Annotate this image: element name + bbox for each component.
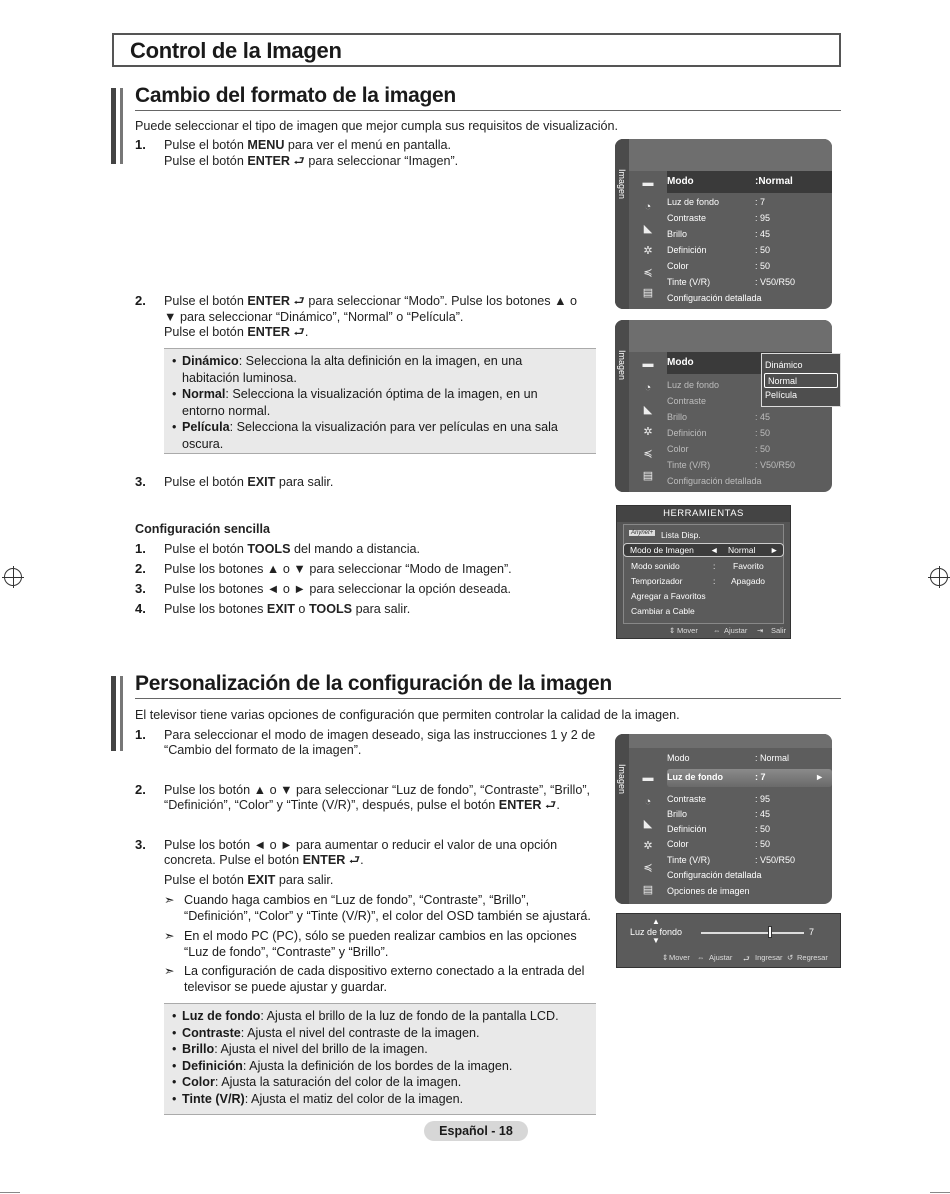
osd1-row-color[interactable]: Color : 50 [667,261,771,271]
section1-title: Cambio del formato de la imagen [135,84,456,107]
s1-step2-line-c: Pulse el botón ENTER ⮐. [164,325,309,339]
easy-step4: Pulse los botones EXIT o TOOLS para salir. [164,602,411,616]
page-title: Control de la Imagen [130,38,342,63]
page-number: Español - 18 [424,1121,528,1141]
section2-rule [135,698,841,699]
s1-step3-line: Pulse el botón EXIT para salir. [164,475,334,489]
s1-note-box [164,348,596,454]
osd-header [615,320,832,352]
s1-step1-line-a: Pulse el botón MENU para ver el menú en pantalla. [164,138,452,152]
osd2-row-contraste[interactable]: Contraste [667,396,707,406]
osd2-row-luz[interactable]: Luz de fondo [667,380,720,390]
tools-row-temporizador[interactable]: Temporizador : Apagado [631,576,766,586]
osd2-row-brillo[interactable]: Brillo : 45 [667,412,771,422]
picture-icon: ▬ [642,358,654,370]
arrow-left-icon: ◄ [710,545,719,555]
tools-footer: ⇕ Mover ⇔ Ajustar ⇥ Salir [669,626,787,635]
osd-side-tab [615,139,629,309]
easy-step3: Pulse los botones ◄ o ► para seleccionar la opción deseada. [164,582,511,596]
tools-row-cable[interactable]: Cambiar a Cable [631,606,695,616]
slider-track[interactable] [701,932,804,934]
osd3-row-tinte[interactable]: Tinte (V/R) : V50/R50 [667,855,796,865]
s2-step3-line-b: concreta. Pulse el botón ENTER ⮐. [164,853,364,867]
arrow-note-3: ➣ La configuración de cada dispositivo externo conectado a la entrada del televisor se puede ajustar y guardar. [164,964,585,994]
setup-icon: ✲ [643,426,653,438]
s2-step2-line-b: “Definición”, “Color” y “Tinte (V/R)”, después, pulse el botón ENTER ⮐. [164,798,560,812]
osd-picture-menu-3 [615,734,832,904]
easy-step2: Pulse los botones ▲ o ▼ para seleccionar “Modo de Imagen”. [164,562,512,576]
mode-dropdown [761,353,841,407]
dropdown-option-dinamico[interactable]: Dinámico [765,360,803,370]
crop-line-bottom-right [930,1192,950,1193]
section-bar [111,88,116,164]
osd3-row-luz[interactable]: Luz de fondo : 7 ► [667,769,832,787]
registration-mark-left [4,568,22,586]
osd-header [615,734,832,748]
channel-icon: ◣ [643,404,653,416]
osd2-row-tinte[interactable]: Tinte (V/R) : V50/R50 [667,460,796,470]
arrow-note-1: ➣ Cuando haga cambios en “Luz de fondo”, “Contraste”, “Brillo”, “Definición”, “Color” y “Tinte (V/R)”, el color del OSD también se ajustará. [164,893,591,923]
osd1-row-brillo[interactable]: Brillo : 45 [667,229,771,239]
section2-title: Personalización de la configuración de la imagen [135,672,612,695]
adjust-icon: ⇔ [697,953,705,962]
note-tinte: • Tinte (V/R): Ajusta el matiz del color de la imagen. [172,1091,588,1108]
osd3-row-config[interactable]: Configuración detallada [667,870,762,880]
osd1-row-definicion[interactable]: Definición : 50 [667,245,771,255]
s2-step1-line-b: “Cambio del formato de la imagen”. [164,743,362,757]
backlight-slider-osd [616,913,841,968]
enter-icon: ⮐ [743,954,750,963]
s2-step3-line-c: Pulse el botón EXIT para salir. [164,873,334,887]
easy-step2-num: 2. [135,561,146,576]
slider-value: 7 [809,927,815,937]
osd3-row-color[interactable]: Color : 50 [667,839,771,849]
picture-icon: ▬ [642,177,654,189]
page-title-box [112,33,841,67]
move-icon: ⇕ [662,953,669,962]
s2-note-box [164,1003,596,1115]
slider-footer: ⇕ Mover ⇔ Ajustar ⮐ Ingresar ↺ Regresar [617,953,840,965]
tools-row-modo-sonido[interactable]: Modo sonido : Favorito [631,561,764,571]
enter-icon: ⮐ [293,294,305,308]
s2-step3-num: 3. [135,837,146,852]
note-arrow-icon: ➣ [164,964,175,978]
osd1-row-contraste[interactable]: Contraste : 95 [667,213,771,223]
section-bar [111,676,116,751]
osd3-row-contraste[interactable]: Contraste : 95 [667,794,771,804]
osd3-row-definicion[interactable]: Definición : 50 [667,824,771,834]
anynet-logo: Anynet+ [631,530,654,536]
channel-icon: ◣ [643,818,653,830]
osd1-row-luz[interactable]: Luz de fondo : 7 [667,197,766,207]
easy-setup-title: Configuración sencilla [135,522,271,536]
osd1-row-config[interactable]: Configuración detallada [667,293,762,303]
osd2-row-definicion[interactable]: Definición : 50 [667,428,771,438]
note-contraste: • Contraste: Ajusta el nivel del contraste de la imagen. [172,1025,588,1042]
section2-intro: El televisor tiene varias opciones de configuración que permiten controlar la calidad de la imagen. [135,708,680,722]
section-bar-thin [120,88,123,164]
note-pelicula: • Película: Selecciona la visualización para ver películas en una sala oscura. [172,419,588,452]
return-icon: ↺ [787,953,794,962]
tools-title: HERRAMIENTAS [617,506,790,522]
osd3-row-modo[interactable]: Modo : Normal [667,753,790,763]
s2-step1-line-a: Para seleccionar el modo de imagen deseado, siga las instrucciones 1 y 2 de [164,728,596,742]
note-brillo: • Brillo: Ajusta el nivel del brillo de la imagen. [172,1041,588,1058]
sound-icon: ◔ [644,382,652,394]
tools-menu [616,505,791,639]
section1-rule [135,110,841,111]
s1-step3-num: 3. [135,474,146,489]
s1-step1-line-b: Pulse el botón ENTER ⮐ para seleccionar “Imagen”. [164,154,459,168]
registration-mark-right [930,568,948,586]
s1-step2-line-b: ▼ para seleccionar “Dinámico”, “Normal” o “Película”. [164,310,464,324]
osd-side-tab [615,320,629,492]
s2-step1-num: 1. [135,727,146,742]
setup-icon: ✲ [643,840,653,852]
osd-side-label: Imagen [617,350,627,381]
note-luz-de-fondo: • Luz de fondo: Ajusta el brillo de la luz de fondo de la pantalla LCD. [172,1008,588,1025]
note-arrow-icon: ➣ [164,893,175,907]
arrow-right-icon: ► [815,772,824,782]
osd3-row-brillo[interactable]: Brillo : 45 [667,809,771,819]
section-bar-thin [120,676,123,751]
tools-row-favoritos[interactable]: Agregar a Favoritos [631,591,706,601]
support-icon: ▤ [642,470,654,482]
input-icon: ≼ [643,448,653,460]
exit-icon: ⇥ [757,626,764,635]
dropdown-option-normal[interactable]: Normal [764,373,838,388]
osd1-row-modo[interactable]: Modo :Normal [667,171,832,193]
tools-row-lista[interactable]: Anynet+ Lista Disp. [631,530,701,540]
enter-icon: ⮐ [348,853,361,867]
s1-step1-num: 1. [135,137,146,152]
sound-icon: ◔ [644,201,652,213]
enter-icon: ⮐ [293,154,305,168]
note-dinamico: • Dinámico: Selecciona la alta definición en la imagen, en una habitación luminosa. [172,353,588,386]
setup-icon: ✲ [643,245,653,257]
osd-side-label: Imagen [617,764,627,795]
slider-thumb[interactable] [768,926,772,938]
osd1-row-tinte[interactable]: Tinte (V/R) : V50/R50 [667,277,796,287]
osd2-row-modo[interactable]: Modo [667,352,832,374]
move-icon: ⇕ [669,626,676,635]
easy-step4-num: 4. [135,601,146,616]
picture-icon: ▬ [642,772,654,784]
easy-step1-num: 1. [135,541,146,556]
adjust-icon: ⇔ [713,626,721,635]
osd-side-tab [615,734,629,904]
s2-step2-line-a: Pulse los botón ▲ o ▼ para seleccionar “Luz de fondo”, “Contraste”, “Brillo”, [164,783,591,797]
note-definicion: • Definición: Ajusta la definición de los bordes de la imagen. [172,1058,588,1075]
enter-icon: ⮐ [544,798,557,812]
dropdown-option-pelicula[interactable]: Película [765,390,798,400]
support-icon: ▤ [642,884,654,896]
osd-header [615,139,832,171]
easy-step3-num: 3. [135,581,146,596]
tools-row-modo-imagen[interactable]: Modo de Imagen ◄ Normal ► [623,543,784,557]
slider-label: Luz de fondo [630,927,683,937]
osd3-row-opciones[interactable]: Opciones de imagen [667,886,750,896]
arrow-up-icon: ▲ [652,917,660,926]
note-color: • Color: Ajusta la saturación del color de la imagen. [172,1074,588,1091]
arrow-note-2: ➣ En el modo PC (PC), sólo se pueden realizar cambios en las opciones “Luz de fondo”, “Contraste” y “Brillo”. [164,929,577,959]
osd-picture-menu-1 [615,139,832,309]
easy-step1: Pulse el botón TOOLS del mando a distancia. [164,542,421,556]
arrow-down-icon: ▼ [652,936,660,945]
s2-step3-line-a: Pulse los botón ◄ o ► para aumentar o reducir el valor de una opción [164,838,558,852]
input-icon: ≼ [643,267,653,279]
osd2-row-color[interactable]: Color : 50 [667,444,771,454]
s2-step2-num: 2. [135,782,146,797]
input-icon: ≼ [643,862,653,874]
note-arrow-icon: ➣ [164,929,175,943]
channel-icon: ◣ [643,223,653,235]
support-icon: ▤ [642,287,654,299]
section1-intro: Puede seleccionar el tipo de imagen que mejor cumpla sus requisitos de visualización. [135,119,619,133]
crop-line-bottom-left [0,1192,20,1193]
osd-side-label: Imagen [617,169,627,200]
s1-step2-num: 2. [135,293,146,308]
note-normal: • Normal: Selecciona la visualización óptima de la imagen, en un entorno normal. [172,386,588,419]
sound-icon: ◔ [644,796,652,808]
enter-icon: ⮐ [293,325,305,339]
osd2-row-config[interactable]: Configuración detallada [667,476,762,486]
s1-step2-line-a: Pulse el botón ENTER ⮐ para seleccionar “Modo”. Pulse los botones ▲ o [164,294,578,308]
arrow-right-icon: ► [770,545,779,555]
